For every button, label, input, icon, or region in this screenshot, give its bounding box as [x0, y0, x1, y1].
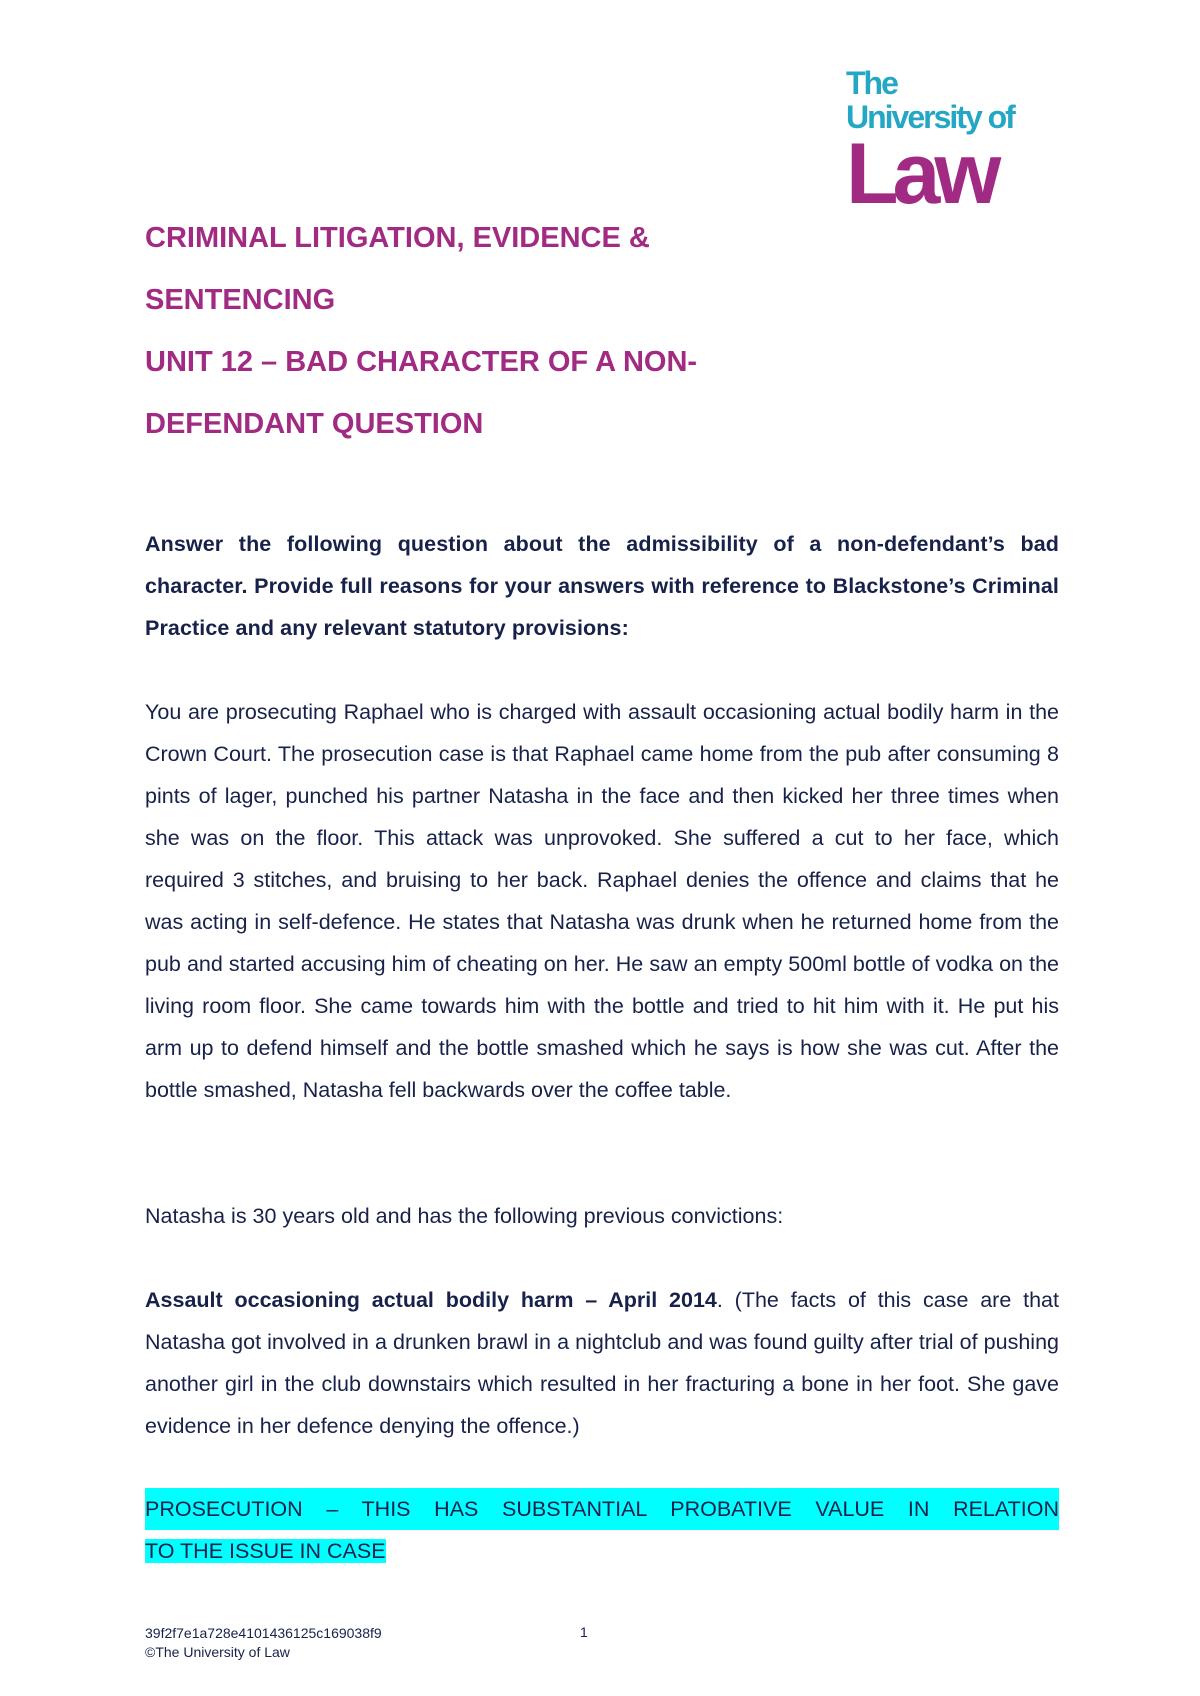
highlighted-answer-note	[145, 1488, 1059, 1572]
conviction-heading: Assault occasioning actual bodily harm – April 2014	[145, 1288, 717, 1312]
conviction-text: . (The facts of this case are that Natasha got involved in a drunken brawl in a nightclub and was found guilty after trial of pushing another girl in the club downstairs which resulted in her fracturing a bone in her foot. She gave evidence in her defence denying the offence.)	[145, 1288, 1059, 1438]
page-number: 1	[580, 1624, 588, 1640]
logo-line-law: Law	[846, 126, 996, 222]
university-of-law-logo	[846, 65, 1026, 222]
conviction-paragraph	[145, 1279, 1059, 1447]
footer-doc-id: 39f2f7e1a728e4101436125c169038f9	[145, 1625, 382, 1641]
title-line-1: CRIMINAL LITIGATION, EVIDENCE &	[145, 222, 650, 254]
answer-note-line-2: TO THE ISSUE IN CASE	[145, 1539, 386, 1563]
logo-line-the: The	[846, 65, 897, 101]
age-paragraph: Natasha is 30 years old and has the following previous convictions:	[145, 1204, 784, 1228]
scenario-paragraph: You are prosecuting Raphael who is charged with assault occasioning actual bodily harm in the Crown Court. The prosecution case is that Raphael came home from the pub after consuming 8 pints of lager, punched his partner Natasha in the face and then kicked her three times when she was on the floor. This attack was unprovoked. She suffered a cut to her face, which required 3 stitches, and bruising to her back. Raphael denies the offence and claims that he was acting in self-defence. He states that Natasha was drunk when he returned home from the pub and started accusing him of cheating on her. He saw an empty 500ml bottle of vodka on the living room floor. She came towards him with the bottle and tried to hit him with it. He put his arm up to defend himself and the bottle smashed which he says is how she was cut. After the bottle smashed, Natasha fell backwards over the coffee table.	[145, 700, 1059, 1102]
answer-note-line-1: PROSECUTION – THIS HAS SUBSTANTIAL PROBATIVE VALUE IN RELATION	[145, 1488, 1059, 1530]
instructions-paragraph: Answer the following question about the admissibility of a non-defendant’s bad character. Provide full reasons for your answers with reference to Blackstone’s Criminal Practice and any relevant statutory provisions:	[145, 532, 1059, 640]
logo-line-university: University of	[846, 99, 1014, 135]
title-line-3: UNIT 12 – BAD CHARACTER OF A NON-	[145, 346, 698, 378]
title-line-2: SENTENCING	[145, 284, 336, 316]
title-line-4: DEFENDANT QUESTION	[145, 408, 484, 440]
footer-copyright: ©The University of Law	[145, 1644, 290, 1660]
document-title	[145, 207, 865, 455]
page-footer	[145, 1624, 382, 1662]
